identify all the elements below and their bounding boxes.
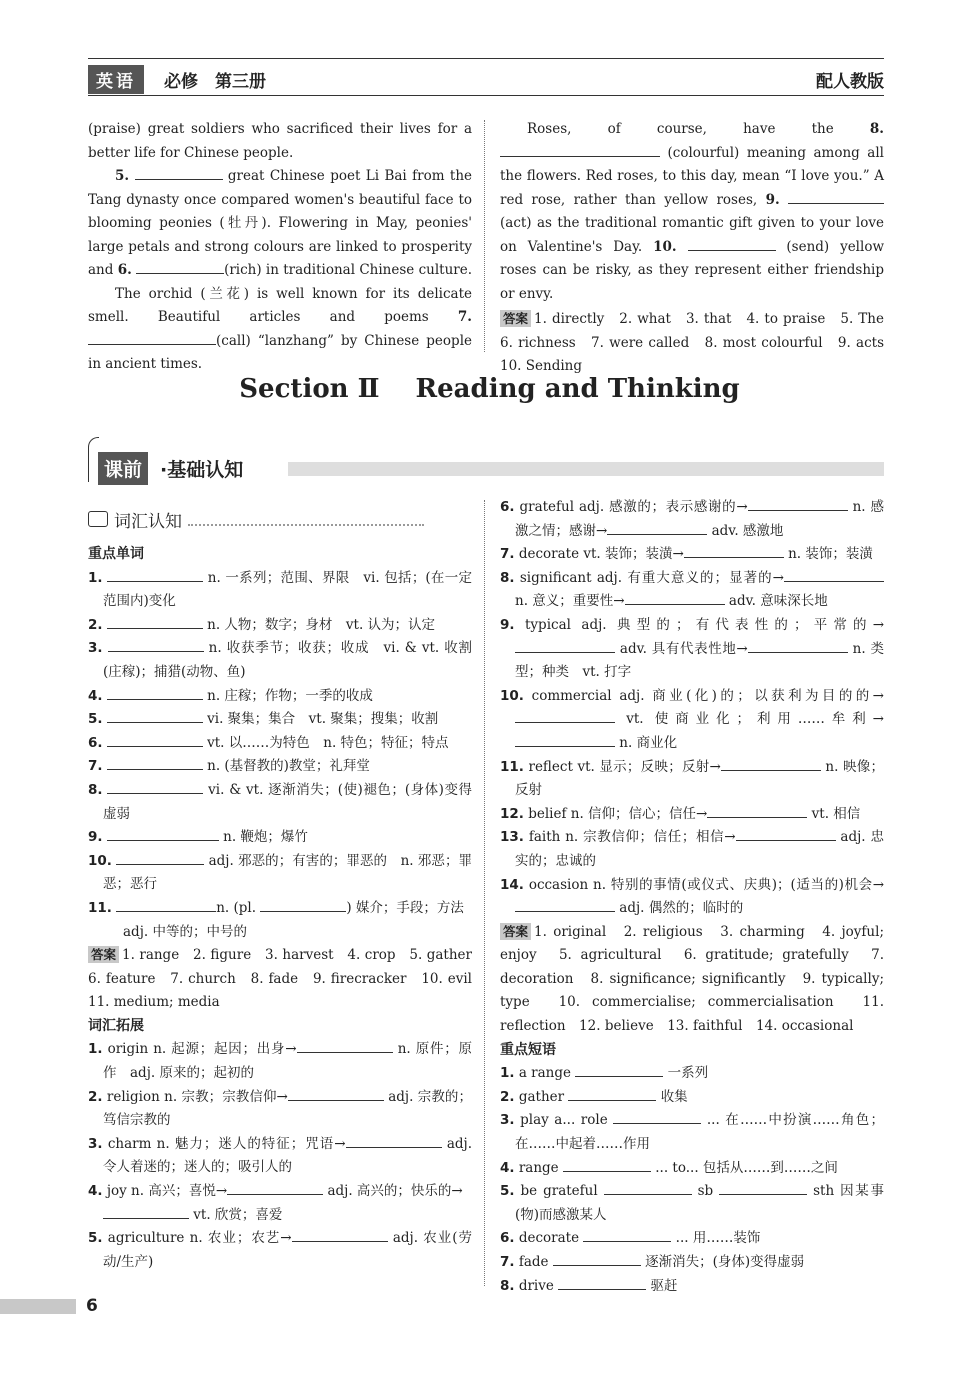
answer-badge: 答案 bbox=[88, 946, 119, 963]
blank[interactable] bbox=[748, 496, 848, 511]
phrase-item bbox=[500, 1275, 884, 1299]
item-gloss: adj. 高兴的；快乐的→ bbox=[327, 1183, 463, 1200]
item-gloss: commercial adj. 商业(化)的；以获利为目的的→ bbox=[531, 687, 884, 704]
item-number: 11. bbox=[500, 758, 524, 775]
passage-left bbox=[88, 118, 472, 377]
blank[interactable] bbox=[88, 330, 216, 345]
passage-paragraph: 5. great Chinese poet Li Bai from the Tang dynasty once compared women's beautiful face to blooming peonies (牡丹). Flowering in May, peonies' large petals and strong colours are linked to prosperity and 6. (rich) in traditional Chinese culture. bbox=[88, 165, 472, 283]
item-gloss: grateful adj. 感激的；表示感谢的→ bbox=[519, 499, 748, 515]
item-gloss: typical adj. 典型的；有代表性的；平常的→ bbox=[525, 616, 885, 633]
item-gloss: vt. 欣赏；喜爱 bbox=[193, 1206, 283, 1223]
word-item: 11. n. (pl. ) 媒介；手段；方法 adj. 中等的；中号的 bbox=[88, 897, 472, 944]
item-gloss: adv. 感激地 bbox=[711, 522, 784, 539]
item-gloss: reflect vt. 显示；反映；反射→ bbox=[528, 758, 721, 775]
phrase-item bbox=[500, 1109, 884, 1156]
item-gloss: n. 感激之情；感谢→ bbox=[515, 499, 884, 539]
item-gloss: joy n. 高兴；喜悦→ bbox=[106, 1183, 228, 1200]
item-number: 13. bbox=[500, 829, 524, 846]
answer-block: 答案 1. original 2. religious 3. charming 4. joyful; enjoy 5. agricultural 6. gratitude; gratefully 7. decoration 8. significance; significantly 9. typically; type 10. commercialise; commercialisation 11. reflection 12. believe 13. faithful 14. occasional bbox=[500, 923, 884, 1035]
phrase-text: drive bbox=[518, 1277, 554, 1294]
blank[interactable] bbox=[107, 614, 203, 629]
item-gloss: n. 商业化 bbox=[619, 734, 678, 751]
passage-paragraph: The orchid (兰花) is well known for its delicate smell. Beautiful articles and poems 7. (call) “lanzhang” by Chinese people in ancient times. bbox=[88, 285, 472, 372]
phrase-item bbox=[500, 1086, 884, 1110]
part-banner bbox=[88, 437, 884, 487]
item-number: 9. bbox=[500, 616, 515, 633]
extension-item bbox=[88, 1038, 472, 1085]
item-number: 5. bbox=[88, 711, 103, 728]
extension-item bbox=[500, 496, 884, 543]
item-number: 6. bbox=[88, 734, 103, 751]
passage-text: (praise) great soldiers who sacrificed their lives for a better life for Chinese people. bbox=[88, 121, 472, 161]
item-number: 9. bbox=[88, 829, 103, 846]
banner-title: ·基础认知 bbox=[160, 459, 244, 481]
extension-item bbox=[500, 614, 884, 685]
footer-bar bbox=[0, 1299, 76, 1314]
extension-item bbox=[500, 803, 884, 827]
blank[interactable] bbox=[607, 520, 707, 535]
item-gloss: charm n. 魅力；迷人的特征；咒语→ bbox=[107, 1135, 346, 1152]
word-item bbox=[88, 850, 472, 897]
item-number: 14. bbox=[500, 876, 524, 893]
item-number: 6. bbox=[500, 499, 515, 515]
word-item bbox=[88, 685, 472, 709]
extension-item bbox=[88, 1180, 472, 1227]
blank[interactable] bbox=[748, 638, 848, 653]
item-number: 1. bbox=[88, 569, 103, 586]
item-gloss: adv. 意味深长地 bbox=[728, 593, 828, 610]
word-item bbox=[88, 567, 472, 614]
blank[interactable] bbox=[297, 1038, 393, 1053]
blank[interactable] bbox=[707, 803, 807, 818]
page-number: 6 bbox=[86, 1296, 98, 1316]
blank[interactable] bbox=[107, 567, 203, 582]
item-number: 3. bbox=[88, 1135, 103, 1152]
column-divider bbox=[484, 500, 485, 1286]
blank[interactable] bbox=[135, 165, 223, 180]
answer-badge: 答案 bbox=[500, 310, 531, 327]
item-gloss: adj. 令人着迷的；迷人的；吸引人的 bbox=[103, 1135, 472, 1176]
item-gloss: occasion n. 特别的事情(或仪式、庆典)；(适当的)机会→ bbox=[528, 876, 885, 893]
phrase-text: ... 在……中扮演……角色；在……中起着……作用 bbox=[515, 1112, 885, 1153]
item-gloss: vi. 聚集；集合 vt. 聚集；搜集；收割 bbox=[207, 711, 439, 728]
blank[interactable] bbox=[515, 708, 615, 723]
item-gloss: n. (基督教的)教堂；礼拜堂 bbox=[207, 758, 370, 775]
item-number: 10. bbox=[500, 687, 524, 704]
blank[interactable] bbox=[563, 1157, 651, 1172]
blank[interactable] bbox=[613, 1109, 701, 1124]
item-gloss: n. 装饰；装潢 bbox=[788, 546, 873, 563]
blank[interactable] bbox=[583, 1227, 671, 1242]
subheading: 重点短语 bbox=[500, 1041, 556, 1058]
blank[interactable] bbox=[103, 1204, 189, 1219]
extension-item bbox=[500, 826, 884, 873]
blank[interactable] bbox=[107, 779, 203, 794]
column-divider bbox=[484, 120, 485, 352]
item-gloss: adj. 宗教的；笃信宗教的 bbox=[103, 1088, 472, 1129]
blank[interactable] bbox=[604, 1180, 692, 1195]
blank[interactable] bbox=[500, 142, 660, 157]
vocab-left-column bbox=[88, 543, 486, 1274]
book-title: 必修 第三册 bbox=[164, 72, 266, 92]
item-number: 8. bbox=[500, 1277, 515, 1294]
item-gloss: adv. 具有代表性地→ bbox=[619, 640, 748, 657]
blank[interactable] bbox=[788, 189, 884, 204]
item-gloss: n. 原件；原作 adj. 原来的；起初的 bbox=[103, 1041, 473, 1082]
phrase-text: ... to... 包括从……到……之间 bbox=[655, 1159, 838, 1176]
item-number: 1. bbox=[500, 1065, 515, 1082]
running-header bbox=[88, 58, 884, 96]
blank[interactable] bbox=[625, 590, 725, 605]
item-gloss: adj. 偶然的；临时的 bbox=[619, 900, 744, 917]
passage-paragraph: Roses, of course, have the 8. (colourful) meaning among all the flowers. Red roses, to this day, mean “I love you.” A red rose, rather than yellow roses, 9. (act) as the traditional romantic gift given to your love on Valentine's Day. 10. (send) yellow roses can be risky, as they represent either friendship or envy. bbox=[500, 121, 884, 302]
item-gloss: n. 庄稼；作物；一季的收成 bbox=[207, 687, 373, 704]
item-gloss: religion n. 宗教；宗教信仰→ bbox=[106, 1088, 288, 1105]
item-number: 7. bbox=[88, 758, 103, 775]
blank[interactable] bbox=[346, 1133, 442, 1148]
phrase-text: decorate bbox=[518, 1230, 580, 1247]
phrase-text: 逐渐消失；(身体)变得虚弱 bbox=[645, 1254, 805, 1270]
item-number: 4. bbox=[88, 687, 103, 704]
extension-item bbox=[500, 567, 884, 614]
item-gloss: n. 收获季节；收获；收成 vi. & vt. 收割(庄稼)；捕猎(动物、鱼) bbox=[103, 640, 473, 680]
phrase-item bbox=[500, 1180, 884, 1227]
item-gloss: adj. 农业(劳动/生产) bbox=[103, 1230, 472, 1270]
blank[interactable] bbox=[688, 236, 776, 251]
item-number: 1. bbox=[88, 1041, 103, 1058]
extension-item bbox=[500, 756, 884, 803]
blank[interactable] bbox=[107, 826, 219, 841]
item-number: 8. bbox=[500, 569, 515, 586]
item-number: 5. bbox=[500, 1183, 515, 1200]
item-number: 12. bbox=[500, 805, 524, 822]
item-gloss: n. 一系列；范围、界限 vi. 包括；(在一定范围内)变化 bbox=[103, 569, 473, 610]
item-gloss: vt. 使商业化；利用……牟利→ bbox=[626, 711, 884, 728]
blank[interactable] bbox=[721, 756, 821, 771]
item-gloss: decorate vt. 装饰；装潢→ bbox=[518, 546, 684, 563]
item-gloss: adj. 邪恶的；有害的；罪恶的 n. 邪恶；罪恶；恶行 bbox=[103, 852, 473, 893]
edition-label: 配人教版 bbox=[816, 72, 884, 92]
phrase-text: range bbox=[518, 1159, 559, 1176]
phrase-text: a range bbox=[518, 1065, 571, 1082]
phrase-text: 一系列 bbox=[667, 1065, 709, 1082]
phrase-text: 驱赶 bbox=[650, 1277, 678, 1294]
item-gloss: significant adj. 有重大意义的；显著的→ bbox=[519, 569, 784, 586]
phrase-item bbox=[500, 1062, 884, 1086]
item-number: 2. bbox=[88, 1088, 103, 1105]
item-number: 4. bbox=[88, 1183, 103, 1200]
extension-list bbox=[500, 496, 884, 921]
blank[interactable] bbox=[784, 567, 884, 582]
item-number: 4. bbox=[500, 1159, 515, 1176]
blank[interactable] bbox=[107, 685, 203, 700]
item-gloss: origin n. 起源；起因；出身→ bbox=[107, 1041, 297, 1058]
phrase-text: 收集 bbox=[660, 1088, 688, 1105]
item-number: 7. bbox=[500, 1254, 515, 1270]
word-list bbox=[88, 567, 472, 897]
blank[interactable] bbox=[136, 259, 224, 274]
phrase-text: sth 因某事(物)而感激某人 bbox=[515, 1183, 884, 1223]
blank[interactable] bbox=[107, 708, 203, 723]
extension-item bbox=[500, 543, 884, 567]
phrase-text: sb bbox=[697, 1183, 714, 1200]
banner-tag: 课前 bbox=[98, 452, 148, 485]
phrase-text: fade bbox=[518, 1254, 549, 1270]
phrase-list bbox=[500, 1062, 884, 1298]
blank[interactable] bbox=[515, 638, 615, 653]
item-gloss: adj. 忠实的；忠诚的 bbox=[515, 829, 884, 869]
phrase-text: gather bbox=[518, 1088, 565, 1105]
blank[interactable] bbox=[288, 1086, 384, 1101]
blank[interactable] bbox=[515, 732, 615, 747]
subject-tag: 英语 bbox=[88, 65, 144, 94]
item-number: 2. bbox=[88, 616, 103, 633]
answer-block: 答案 1. range 2. figure 3. harvest 4. crop 5. gather 6. feature 7. church 8. fade 9. firecracker 10. evil 11. medium; media bbox=[88, 947, 486, 1011]
item-number: 6. bbox=[500, 1230, 515, 1247]
item-gloss: n. 人物；数字；身材 vt. 认为；认定 bbox=[207, 616, 436, 633]
blank[interactable] bbox=[107, 732, 203, 747]
item-number: 3. bbox=[500, 1112, 515, 1129]
blank[interactable] bbox=[575, 1062, 663, 1077]
banner-bar bbox=[288, 462, 884, 476]
extension-item bbox=[500, 874, 884, 921]
item-gloss: agriculture n. 农业；农艺→ bbox=[107, 1230, 292, 1247]
item-gloss: vt. 以……为特色 n. 特色；特征；特点 bbox=[207, 734, 449, 751]
blank[interactable] bbox=[558, 1275, 646, 1290]
blank[interactable] bbox=[292, 1227, 388, 1242]
subheading: 重点单词 bbox=[88, 546, 144, 562]
item-gloss: n. 意义；重要性→ bbox=[515, 593, 625, 610]
book-icon bbox=[88, 511, 108, 527]
item-gloss: n. 类型；种类 vt. 打字 bbox=[515, 640, 885, 681]
extension-item bbox=[88, 1086, 472, 1133]
item-gloss: faith n. 宗教信仰；信任；相信→ bbox=[528, 829, 736, 846]
dotted-rule bbox=[188, 524, 424, 526]
item-gloss: belief n. 信仰；信心；信任→ bbox=[528, 805, 708, 822]
word-item bbox=[88, 732, 472, 756]
answer-badge: 答案 bbox=[500, 923, 531, 940]
phrase-item bbox=[500, 1227, 884, 1251]
item-gloss: vi. & vt. 逐渐消失；(使)褪色；(身体)变得虚弱 bbox=[103, 781, 472, 822]
word-item bbox=[88, 614, 472, 638]
item-number: 2. bbox=[500, 1088, 515, 1105]
blank[interactable] bbox=[736, 826, 836, 841]
item-gloss: n. 映像；反射 bbox=[515, 758, 884, 799]
item-number: 3. bbox=[88, 640, 103, 657]
item-number: 5. bbox=[88, 1230, 103, 1247]
item-number: 10. bbox=[88, 852, 112, 869]
passage-right bbox=[500, 118, 898, 379]
word-item bbox=[88, 708, 472, 732]
blank[interactable] bbox=[227, 1180, 323, 1195]
blank[interactable] bbox=[116, 850, 204, 865]
vocab-right-column bbox=[500, 496, 884, 1298]
subheading: 词汇拓展 bbox=[88, 1017, 144, 1034]
word-item bbox=[88, 755, 472, 779]
blank[interactable] bbox=[684, 543, 784, 558]
blank[interactable] bbox=[515, 897, 615, 912]
extension-item bbox=[88, 1133, 472, 1180]
item-gloss: n. 鞭炮；爆竹 bbox=[223, 829, 308, 846]
section-title: Section Ⅱ Reading and Thinking bbox=[239, 374, 740, 404]
blank[interactable] bbox=[719, 1180, 807, 1195]
blank[interactable] bbox=[260, 897, 346, 912]
extension-list bbox=[88, 1038, 472, 1274]
answer-block: 答案 1. directly 2. what 3. that 4. to praise 5. The 6. richness 7. were called 8. most colourful 9. acts 10. Sending bbox=[500, 311, 898, 374]
blank[interactable] bbox=[116, 897, 216, 912]
phrase-text: be grateful bbox=[520, 1183, 598, 1200]
item-number: 7. bbox=[500, 546, 515, 563]
blank[interactable] bbox=[553, 1251, 641, 1266]
blank[interactable] bbox=[108, 637, 204, 652]
word-item bbox=[88, 637, 472, 684]
phrase-item bbox=[500, 1157, 884, 1181]
item-number: 8. bbox=[88, 781, 103, 798]
blank[interactable] bbox=[107, 755, 203, 770]
word-item bbox=[88, 826, 472, 850]
item-gloss: vt. 相信 bbox=[811, 805, 861, 822]
phrase-item bbox=[500, 1251, 884, 1275]
vocab-heading: 词汇认知 bbox=[88, 507, 424, 531]
word-item bbox=[88, 779, 472, 826]
phrase-text: ... 用……装饰 bbox=[675, 1230, 761, 1247]
phrase-text: play a... role bbox=[520, 1112, 608, 1129]
extension-item bbox=[500, 685, 884, 756]
blank[interactable] bbox=[568, 1086, 656, 1101]
extension-item bbox=[88, 1227, 472, 1274]
